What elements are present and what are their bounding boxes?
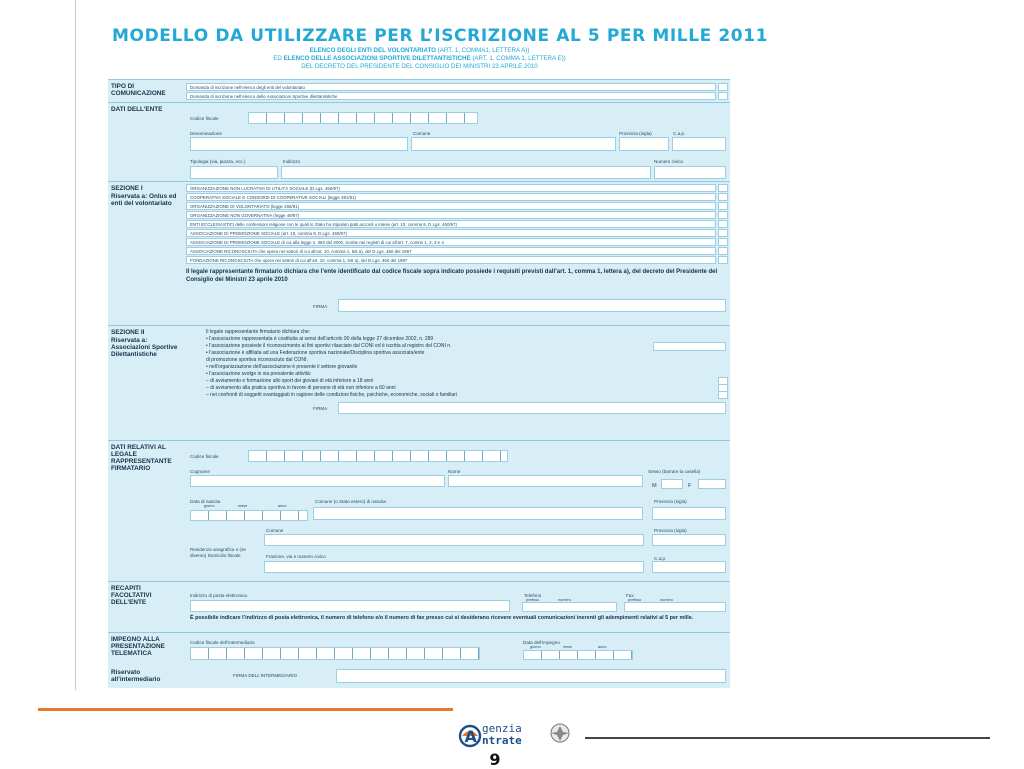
nome-label: Nome	[448, 469, 461, 474]
section-legale-rappresentante	[108, 440, 730, 581]
indirizzo-field[interactable]	[281, 166, 651, 179]
comune-ente-field[interactable]	[411, 137, 616, 151]
form-subtitle-line1: ELENCO DEGLI ENTI DEL VOLONTARIATO (ART. 1, COMMA1, LETTERA A))	[309, 47, 530, 54]
email-label: Indirizzo di posta elettronica	[190, 593, 247, 598]
section-tipo-comunicazione	[108, 79, 730, 102]
fax-label: Fax	[626, 593, 634, 598]
provincia-residenza-label: Provincia (sigla)	[654, 528, 687, 533]
sezione2-line-intro: Il legale rappresentante firmatario dichiara che:	[206, 329, 311, 335]
sezione2-title: SEZIONE II	[111, 329, 145, 336]
comune-ente-label: Comune	[413, 131, 431, 136]
sezione1-row-volontariato[interactable]: ORGANIZZAZIONE DI VOLONTARIATO (legge 266/91)	[186, 202, 716, 210]
telefono-field[interactable]	[522, 602, 617, 612]
data-impegno-label: Data dell’impegno	[523, 640, 560, 645]
comune-nascita-field[interactable]	[313, 507, 643, 520]
tipo-checkbox-sportive[interactable]	[718, 92, 728, 100]
sezione1-firma-field[interactable]	[338, 299, 726, 312]
form-title: MODELLO DA UTILIZZARE PER L’ISCRIZIONE AL 5 PER MILLE 2011	[112, 26, 769, 46]
sesso-label: Sesso (barrare la casella)	[648, 469, 701, 474]
form-subtitle-line3: DEL DECRETO DEL PRESIDENTE DEL CONSIGLIO DEI MINISTRI 23 APRILE 2010	[301, 63, 538, 70]
sesso-f-label: F	[688, 483, 692, 489]
cognome-label: Cognome	[190, 469, 210, 474]
section-sezione-2	[108, 325, 730, 440]
sezione2-line-affiliata: • l’associazione è affiliata ad una Federazione sportiva nazionale/Disciplina sportiva associata/ente	[206, 350, 425, 356]
data-impegno-mese-label: mese	[563, 645, 573, 649]
cap-residenza-label: C.a.p.	[654, 556, 667, 561]
provincia-nascita-label: Provincia (sigla)	[654, 499, 687, 504]
data-nascita-label: Data di nascita	[190, 499, 221, 504]
sezione1-row-promozione-383[interactable]: ASSOCIAZIONE DI PROMOZIONE SOCIALE di cui alla legge n. 383 del 2000, iscritte nei registri di cui all’art. 7, commi 1, 2, 3 e 4	[186, 238, 716, 246]
tipo-row-volontariato[interactable]: Domanda di iscrizione nell’elenco degli enti del volontariato	[186, 83, 716, 91]
codice-fiscale-legale-label: Codice fiscale	[190, 454, 219, 459]
residenza-label: Residenza anagrafica o (se diverso) Domicilio fiscale	[190, 547, 246, 558]
section-label-tipo: TIPO DI COMUNICAZIONE	[111, 83, 166, 97]
sezione2-line-svantaggiati: – nei confronti di soggetti svantaggiati in ragione delle condizioni fisiche, psichiche, economiche, sociali o familiari	[206, 392, 457, 398]
footer-gray-rule	[585, 737, 990, 739]
footer-orange-rule	[38, 708, 453, 711]
sezione1-checkbox-promozione-383[interactable]	[718, 238, 728, 246]
codice-fiscale-legale-field[interactable]	[248, 450, 508, 462]
indirizzo-label: Indirizzo	[283, 159, 301, 164]
sezione1-dichiarazione: Il legale rappresentante firmatario dichiara che l’ente identificato dal codice fiscale sopra indicato possiede i requisiti previsti dall’art. 1, comma 1, lettera a), del decreto del Presidente del Consiglio dei Ministri 23 aprile 2010	[186, 269, 718, 283]
cognome-field[interactable]	[190, 475, 445, 487]
sezione1-row-onlus[interactable]: ORGANIZZAZIONE NON LUCRATIVA DI UTILITÀ SOCIALE (D.Lgs. 460/97)	[186, 184, 716, 192]
section-label-legale: DATI RELATIVI AL LEGALE RAPPRESENTANTE FIRMATARIO	[111, 444, 172, 472]
page-margin-line	[75, 0, 76, 690]
sezione1-checkbox-associazione-riconosciuta[interactable]	[718, 247, 728, 255]
agenzia-entrate-logo	[458, 716, 578, 750]
agenzia-entrate-logo-graphic	[458, 716, 578, 750]
firma-intermediario-field[interactable]	[336, 669, 726, 683]
sezione1-row-fondazione-riconosciuta[interactable]: FONDAZIONE RICONOSCIUTA che opera nei settori di cui all’art. 10, comma 1, lett a), del D.Lgs. 460 del 1997	[186, 256, 716, 264]
email-field[interactable]	[190, 600, 510, 612]
codice-fiscale-ente-field[interactable]	[248, 112, 478, 124]
section-recapiti	[108, 581, 730, 632]
codice-fiscale-ente-label: Codice fiscale	[190, 116, 219, 121]
logo-line1: genzia	[482, 722, 522, 735]
sesso-m-label: M	[652, 483, 657, 489]
cap-ente-label: C.a.p.	[673, 131, 686, 136]
section-impegno	[108, 632, 730, 689]
data-nascita-mese-label: mese	[238, 504, 248, 508]
sezione1-checkbox-enti-ecclesiastici[interactable]	[718, 220, 728, 228]
section-label-impegno: IMPEGNO ALLA PRESENTAZIONE TELEMATICA	[111, 636, 165, 657]
provincia-ente-label: Provincia (sigla)	[619, 131, 652, 136]
firma-intermediario-label: FIRMA DELL’INTERMEDIARIO	[233, 673, 298, 678]
sezione2-subtitle: Riservata a: Associazioni Sportive Dilettantistiche	[111, 337, 178, 358]
data-impegno-anno-label: anno	[598, 645, 607, 649]
sezione1-checkbox-fondazione-riconosciuta[interactable]	[718, 256, 728, 264]
sesso-f-checkbox[interactable]	[698, 479, 726, 489]
sezione2-line-giovanile: • nell’organizzazione dell’associazione è presente il settore giovanile	[206, 364, 358, 370]
tipologia-field[interactable]	[190, 166, 278, 179]
frazione-label: Frazione, via e numero civico	[266, 554, 326, 559]
sesso-m-checkbox[interactable]	[661, 479, 683, 489]
sezione2-line-costituita: • l’associazione rappresentata è costituita ai sensi dell’articolo 90 della legge 27 dicembre 2002, n. 289	[206, 336, 434, 342]
denominazione-label: Denominazione	[190, 131, 222, 136]
sezione2-line-giovani: – di avviamento e formazione allo sport dei giovani di età inferiore a 18 anni	[206, 378, 374, 384]
sezione1-checkbox-promozione-sociale[interactable]	[718, 229, 728, 237]
sezione1-subtitle: Riservata a: Onlus ed enti del volontariato	[111, 193, 177, 207]
tipologia-label: Tipologia (via, piazza, ecc.)	[190, 159, 246, 164]
sezione1-checkbox-volontariato[interactable]	[718, 202, 728, 210]
recapiti-nota: È possibile indicare l’indirizzo di posta elettronica, il numero di telefono e/o il numero di fax presso cui si desiderano ricevere eventuali comunicazioni inerenti gli adempimenti relativi al 5 per mille.	[190, 615, 694, 621]
fax-prefisso-label: prefisso	[628, 598, 642, 602]
sezione2-firma-label: FIRMA	[313, 406, 328, 411]
codice-fiscale-intermediario-field[interactable]	[190, 647, 480, 660]
sezione1-firma-label: FIRMA	[313, 304, 328, 309]
comune-nascita-label: Comune (o Stato estero) di nascita	[315, 499, 386, 504]
sezione1-row-enti-ecclesiastici[interactable]: ENTI ECCLESIASTICI delle confessioni religiose con le quali lo Stato ha stipulato patti accordi o intese (art. 10, comma 9, D.Lgs. 460/97)	[186, 220, 716, 228]
sezione1-row-promozione-sociale[interactable]: ASSOCIAZIONE DI PROMOZIONE SOCIALE (art. 10, comma 9, D.Lgs. 460/97)	[186, 229, 716, 237]
telefono-numero-label: numero	[558, 598, 571, 602]
sezione1-row-associazione-riconosciuta[interactable]: ASSOCIAZIONE RICONOSCIUTA che opera nei settori di cui all’art. 10, comma 1, lett a), del D.Lgs. 460 del 1997	[186, 247, 716, 255]
section-label-intermediario: Riservato all’intermediario	[111, 669, 161, 683]
cap-ente-field[interactable]	[672, 137, 726, 151]
telefono-prefisso-label: prefisso	[526, 598, 540, 602]
sezione1-checkbox-onlus[interactable]	[718, 184, 728, 192]
codice-fiscale-intermediario-label: Codice fiscale dell’intermediario	[190, 640, 255, 645]
provincia-nascita-field[interactable]	[652, 507, 726, 520]
section-label-recapiti: RECAPITI FACOLTATIVI DELL’ENTE	[111, 585, 152, 606]
data-nascita-field[interactable]	[190, 510, 308, 521]
comune-residenza-field[interactable]	[264, 534, 644, 546]
sezione2-line-anziani: – di avviamento alla pratica sportiva in favore di persone di età non inferiore a 60 anni	[206, 385, 396, 391]
provincia-ente-field[interactable]	[619, 137, 669, 151]
sezione2-checkbox-svantaggiati[interactable]	[718, 391, 728, 399]
sezione1-row-ong[interactable]: ORGANIZZAZIONE NON GOVERNATIVA (legge 49/87)	[186, 211, 716, 219]
data-impegno-giorno-label: giorno	[530, 645, 541, 649]
denominazione-field[interactable]	[190, 137, 408, 151]
nome-field[interactable]	[448, 475, 643, 487]
form-subtitle-line2: ED ELENCO DELLE ASSOCIAZIONI SPORTIVE DILETTANTISTICHE (ART. 1, COMMA 1, LETTERA E))	[273, 55, 566, 62]
sezione2-line-attivita: • l’associazione svolge in via prevalente attività:	[206, 371, 312, 377]
sezione2-line-promozione: di promozione sportiva riconosciuto dal CONI;	[206, 357, 308, 363]
numero-civico-label: Numero civico	[654, 159, 684, 164]
comune-residenza-label: Comune	[266, 528, 284, 533]
data-nascita-anno-label: anno	[278, 504, 287, 508]
sezione2-firma-field[interactable]	[338, 402, 726, 414]
section-dati-ente	[108, 102, 730, 181]
tipo-row-sportive[interactable]: Domanda di iscrizione nell’elenco delle Associazioni Sportive dilettantistiche	[186, 92, 716, 100]
fax-numero-label: numero	[660, 598, 673, 602]
fax-field[interactable]	[624, 602, 726, 612]
sezione2-line-riconoscimento: • l’associazione possiede il riconoscimento ai fini sportivi rilasciato dal CONI ed è iscritta al registro del CONI n.	[206, 343, 452, 349]
cap-residenza-field[interactable]	[652, 561, 726, 573]
sezione1-title: SEZIONE I	[111, 185, 143, 192]
logo-initial: A	[464, 727, 477, 746]
section-sezione-1	[108, 181, 730, 325]
sezione1-checkbox-ong[interactable]	[718, 211, 728, 219]
sezione1-checkbox-cooperativa[interactable]	[718, 193, 728, 201]
provincia-residenza-field[interactable]	[652, 534, 726, 546]
telefono-label: Telefono	[524, 593, 542, 598]
sezione1-row-cooperativa[interactable]: COOPERATIVA SOCIALE E CONSORZI DI COOPERATIVE SOCIALI (legge 381/91)	[186, 193, 716, 201]
logo-line2: ntrate	[482, 734, 522, 747]
page-number: 9	[489, 750, 501, 769]
tipo-checkbox-volontariato[interactable]	[718, 83, 728, 91]
numero-civico-field[interactable]	[654, 166, 726, 179]
frazione-field[interactable]	[264, 561, 644, 573]
section-label-dati-ente: DATI DELL’ENTE	[111, 106, 163, 113]
data-impegno-field[interactable]	[523, 650, 633, 660]
data-nascita-giorno-label: giorno	[204, 504, 215, 508]
registro-coni-field[interactable]	[653, 342, 726, 351]
iscrizione-form	[108, 79, 730, 688]
